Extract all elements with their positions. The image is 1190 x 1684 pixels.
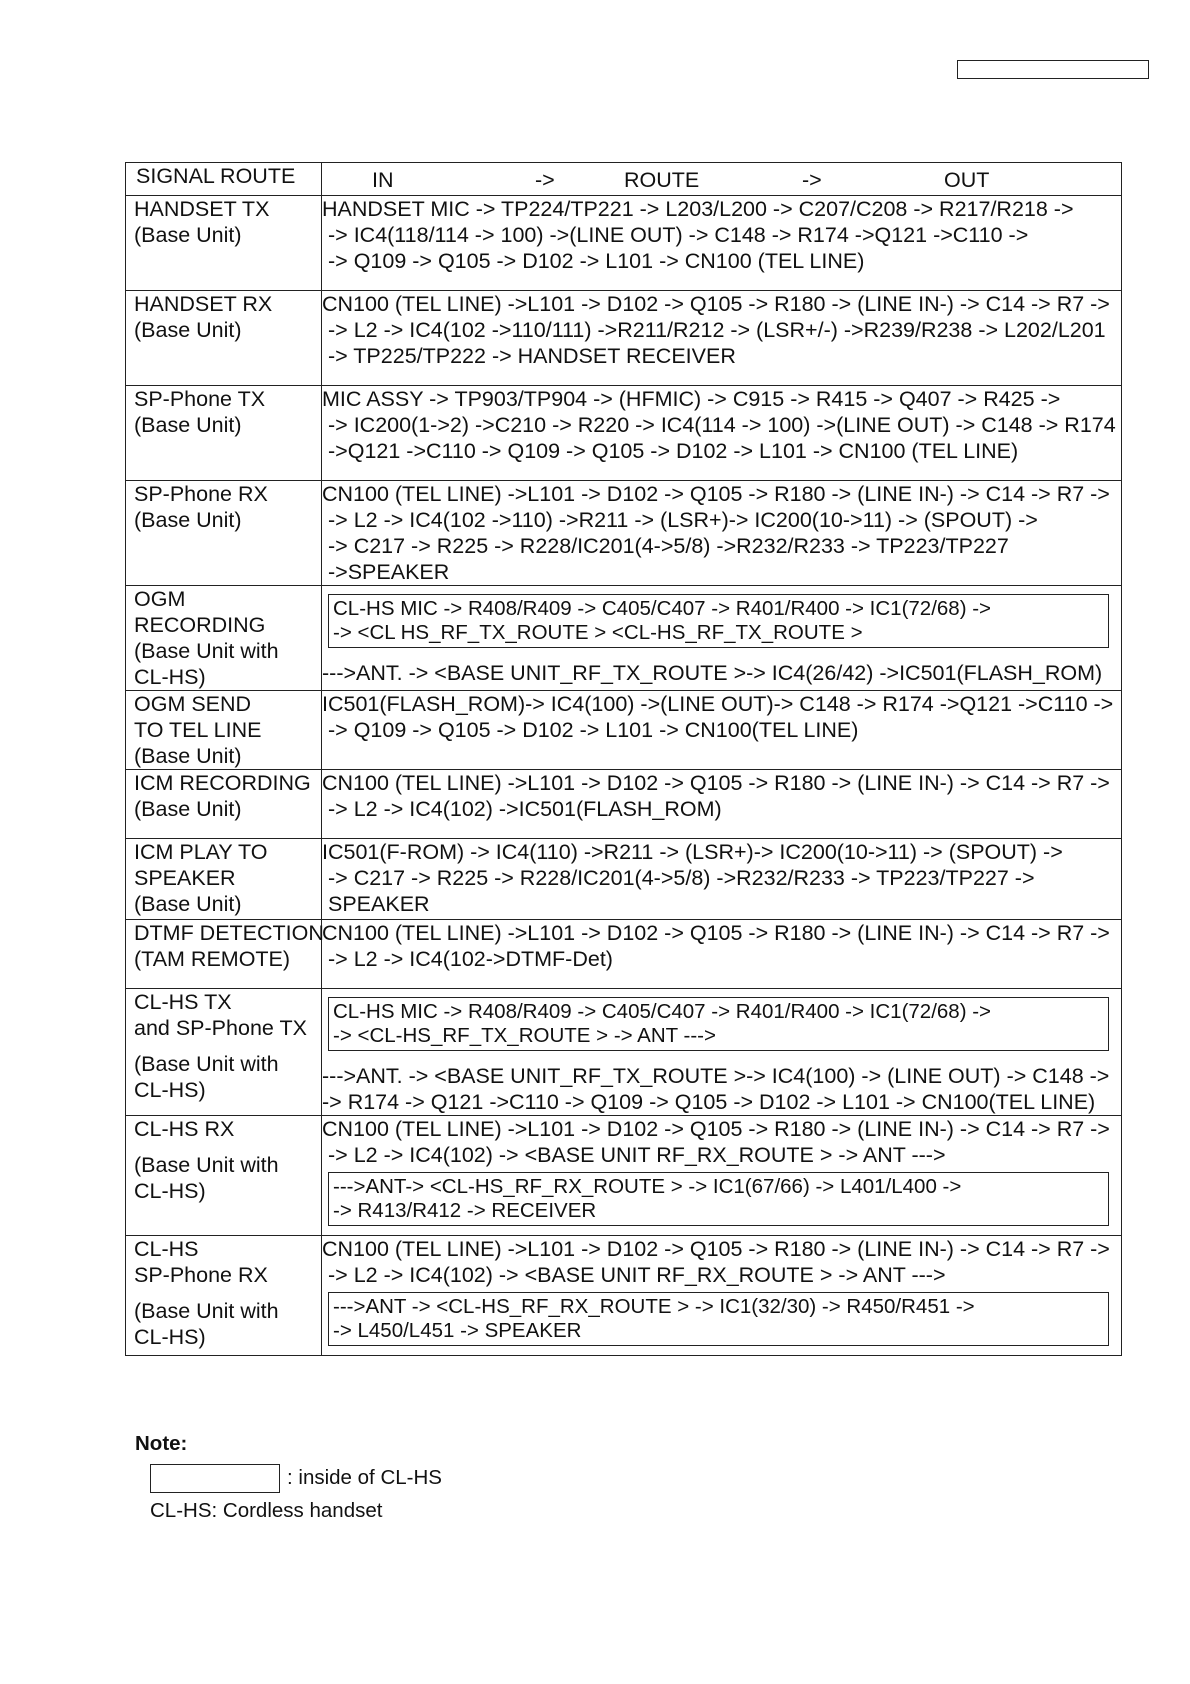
route-line: -> <CL-HS_RF_TX_ROUTE > -> ANT ---> xyxy=(333,1024,716,1047)
table-row xyxy=(126,481,1122,586)
signal-route-name-line: OGM SEND xyxy=(134,692,252,716)
signal-route-name xyxy=(126,196,322,291)
signal-route-name-line: SPEAKER xyxy=(134,866,236,890)
route-line: -> IC4(118/114 -> 100) ->(LINE OUT) -> C148 -> R174 ->Q121 ->C110 -> xyxy=(328,223,1029,247)
table-row xyxy=(126,1236,1122,1356)
signal-route-name-line: (Base Unit) xyxy=(134,744,242,768)
header-route: ROUTE xyxy=(624,168,700,192)
signal-route-name-line: (Base Unit) xyxy=(134,223,242,247)
route-line: -> L2 -> IC4(102) -> <BASE UNIT RF_RX_ROUTE > -> ANT ---> xyxy=(328,1263,946,1287)
route-line: CN100 (TEL LINE) ->L101 -> D102 -> Q105 -> R180 -> (LINE IN-) -> C14 -> R7 -> xyxy=(322,771,1110,795)
table-row xyxy=(126,586,1122,691)
signal-route-name xyxy=(126,839,322,920)
route-line: -> C217 -> R225 -> R228/IC201(4->5/8) ->R232/R233 -> TP223/TP227 xyxy=(328,534,1009,558)
signal-route-name-line: (Base Unit with xyxy=(134,1052,279,1076)
route-line: -> L450/L451 -> SPEAKER xyxy=(333,1319,582,1342)
route-line: CN100 (TEL LINE) ->L101 -> D102 -> Q105 -> R180 -> (LINE IN-) -> C14 -> R7 -> xyxy=(322,1117,1110,1141)
route-line: -> C217 -> R225 -> R228/IC201(4->5/8) ->R232/R233 -> TP223/TP227 -> xyxy=(328,866,1035,890)
route-line: -> IC200(1->2) ->C210 -> R220 -> IC4(114 -> 100) ->(LINE OUT) -> C148 -> R174 xyxy=(328,413,1116,437)
signal-route-path xyxy=(322,920,1122,989)
signal-route-name-line: RECORDING xyxy=(134,613,266,637)
signal-route-path xyxy=(322,196,1122,291)
signal-route-name-line xyxy=(126,1288,321,1298)
signal-route-name xyxy=(126,386,322,481)
route-line: CL-HS MIC -> R408/R409 -> C405/C407 -> R401/R400 -> IC1(72/68) -> xyxy=(333,597,992,620)
table-row xyxy=(126,386,1122,481)
route-line: -> <CL HS_RF_TX_ROUTE > <CL-HS_RF_TX_ROUTE > xyxy=(333,621,863,644)
signal-route-name xyxy=(126,770,322,839)
signal-route-name xyxy=(126,481,322,586)
header-in: IN xyxy=(372,168,394,192)
signal-route-name xyxy=(126,1236,322,1356)
route-line: --->ANT -> <CL-HS_RF_RX_ROUTE > -> IC1(32/30) -> R450/R451 -> xyxy=(333,1295,975,1318)
route-line: -> R174 -> Q121 ->C110 -> Q109 -> Q105 -> D102 -> L101 -> CN100(TEL LINE) xyxy=(322,1090,1096,1114)
route-line: CN100 (TEL LINE) ->L101 -> D102 -> Q105 -> R180 -> (LINE IN-) -> C14 -> R7 -> xyxy=(322,921,1110,945)
signal-route-name-line: (Base Unit) xyxy=(134,413,242,437)
header-in-route-out xyxy=(322,163,1122,196)
route-line: SPEAKER xyxy=(328,892,430,916)
route-line: CN100 (TEL LINE) ->L101 -> D102 -> Q105 -> R180 -> (LINE IN-) -> C14 -> R7 -> xyxy=(322,482,1110,506)
header-arrow-1: -> xyxy=(535,168,555,192)
signal-route-name-line: CL-HS xyxy=(134,1237,199,1261)
route-line: MIC ASSY -> TP903/TP904 -> (HFMIC) -> C915 -> R415 -> Q407 -> R425 -> xyxy=(322,387,1061,411)
signal-route-name xyxy=(126,586,322,691)
signal-route-name-line: (Base Unit with xyxy=(134,1153,279,1177)
signal-route-name-line: (Base Unit) xyxy=(134,797,242,821)
signal-route-name-line: (Base Unit with xyxy=(134,1299,279,1323)
route-line: -> L2 -> IC4(102->DTMF-Det) xyxy=(328,947,613,971)
legend-box-sample xyxy=(150,1464,280,1493)
legend-text: : inside of CL-HS xyxy=(287,1466,442,1489)
signal-route-name-line: CL-HS) xyxy=(134,665,206,689)
signal-route-name-line: SP-Phone RX xyxy=(134,1263,268,1287)
signal-route-name-line: (Base Unit) xyxy=(134,318,242,342)
route-line: -> R413/R412 -> RECEIVER xyxy=(333,1199,597,1222)
signal-route-name-line: ICM PLAY TO xyxy=(134,840,268,864)
route-line: -> L2 -> IC4(102 ->110/111) ->R211/R212 -> (LSR+/-) ->R239/R238 -> L202/L201 xyxy=(328,318,1106,342)
signal-route-name xyxy=(126,1116,322,1236)
cl-hs-definition: CL-HS: Cordless handset xyxy=(150,1499,383,1522)
signal-route-path xyxy=(322,1236,1122,1356)
signal-route-name-line xyxy=(126,1041,321,1051)
signal-route-path xyxy=(322,291,1122,386)
signal-route-name-line: CL-HS) xyxy=(134,1179,206,1203)
signal-route-name-line: DTMF DETECTION xyxy=(134,921,324,945)
route-line: -> L2 -> IC4(102) ->IC501(FLASH_ROM) xyxy=(328,797,722,821)
header-signal-route: SIGNAL ROUTE xyxy=(126,163,322,196)
route-line: IC501(FLASH_ROM)-> IC4(100) ->(LINE OUT)-> C148 -> R174 ->Q121 ->C110 -> xyxy=(322,692,1114,716)
header-arrow-2: -> xyxy=(802,168,822,192)
cl-hs-internal-route-box xyxy=(328,1172,1109,1226)
note-title: Note: xyxy=(135,1432,188,1455)
signal-route-name-line: (Base Unit with xyxy=(134,639,279,663)
route-line: -> Q109 -> Q105 -> D102 -> L101 -> CN100 (TEL LINE) xyxy=(328,249,865,273)
route-line: -> TP225/TP222 -> HANDSET RECEIVER xyxy=(328,344,736,368)
signal-route-name-line: (Base Unit) xyxy=(134,508,242,532)
signal-route-name-line: CL-HS) xyxy=(134,1325,206,1349)
table-row xyxy=(126,989,1122,1116)
signal-route-name-line: CL-HS TX xyxy=(134,990,232,1014)
signal-route-name-line: CL-HS RX xyxy=(134,1117,235,1141)
header-out: OUT xyxy=(944,168,990,192)
signal-route-path xyxy=(322,481,1122,586)
route-line: --->ANT. -> <BASE UNIT_RF_TX_ROUTE >-> IC4(100) -> (LINE OUT) -> C148 -> xyxy=(322,1064,1110,1088)
route-line: ->SPEAKER xyxy=(328,560,450,584)
signal-route-name-line: (Base Unit) xyxy=(134,892,242,916)
base-unit-route xyxy=(322,660,1121,686)
signal-route-table xyxy=(125,162,1122,1356)
route-line: CN100 (TEL LINE) ->L101 -> D102 -> Q105 -> R180 -> (LINE IN-) -> C14 -> R7 -> xyxy=(322,292,1110,316)
signal-route-name xyxy=(126,989,322,1116)
cl-hs-internal-route-box xyxy=(328,997,1109,1051)
table-row xyxy=(126,691,1122,770)
page-number-box xyxy=(957,60,1149,79)
cl-hs-internal-route-box xyxy=(328,1292,1109,1346)
signal-route-name-line: SP-Phone RX xyxy=(134,482,268,506)
table-row xyxy=(126,920,1122,989)
table-row xyxy=(126,1116,1122,1236)
table-row xyxy=(126,839,1122,920)
table-row xyxy=(126,196,1122,291)
route-line: IC501(F-ROM) -> IC4(110) ->R211 -> (LSR+)-> IC200(10->11) -> (SPOUT) -> xyxy=(322,840,1063,864)
route-line: -> L2 -> IC4(102 ->110) ->R211 -> (LSR+)-> IC200(10->11) -> (SPOUT) -> xyxy=(328,508,1038,532)
signal-route-name-line: HANDSET RX xyxy=(134,292,273,316)
route-line: CN100 (TEL LINE) ->L101 -> D102 -> Q105 -> R180 -> (LINE IN-) -> C14 -> R7 -> xyxy=(322,1237,1110,1261)
signal-route-name-line: TO TEL LINE xyxy=(134,718,262,742)
route-line: -> Q109 -> Q105 -> D102 -> L101 -> CN100(TEL LINE) xyxy=(328,718,859,742)
route-line: ->Q121 ->C110 -> Q109 -> Q105 -> D102 -> L101 -> CN100 (TEL LINE) xyxy=(328,439,1019,463)
signal-route-name xyxy=(126,691,322,770)
signal-route-path xyxy=(322,586,1122,691)
route-line: --->ANT-> <CL-HS_RF_RX_ROUTE > -> IC1(67/66) -> L401/L400 -> xyxy=(333,1175,962,1198)
signal-route-name-line xyxy=(126,1142,321,1152)
base-unit-route xyxy=(322,1063,1121,1115)
table-row xyxy=(126,770,1122,839)
route-line: --->ANT. -> <BASE UNIT_RF_TX_ROUTE >-> IC4(26/42) ->IC501(FLASH_ROM) xyxy=(322,661,1103,685)
signal-route-path xyxy=(322,839,1122,920)
signal-route-name xyxy=(126,920,322,989)
signal-route-path xyxy=(322,1116,1122,1236)
signal-route-path xyxy=(322,691,1122,770)
signal-route-name-line: SP-Phone TX xyxy=(134,387,266,411)
signal-route-path xyxy=(322,989,1122,1116)
table-header-row xyxy=(126,163,1122,196)
signal-route-name-line: ICM RECORDING xyxy=(134,771,311,795)
signal-route-name-line: and SP-Phone TX xyxy=(134,1016,307,1040)
signal-route-path xyxy=(322,386,1122,481)
signal-route-name xyxy=(126,291,322,386)
signal-route-name-line: HANDSET TX xyxy=(134,197,270,221)
route-line: -> L2 -> IC4(102) -> <BASE UNIT RF_RX_ROUTE > -> ANT ---> xyxy=(328,1143,946,1167)
signal-route-name-line: OGM xyxy=(134,587,186,611)
table-row xyxy=(126,291,1122,386)
route-line: HANDSET MIC -> TP224/TP221 -> L203/L200 -> C207/C208 -> R217/R218 -> xyxy=(322,197,1074,221)
signal-route-path xyxy=(322,770,1122,839)
signal-route-name-line: (TAM REMOTE) xyxy=(134,947,291,971)
signal-route-name-line: CL-HS) xyxy=(134,1078,206,1102)
cl-hs-internal-route-box xyxy=(328,594,1109,648)
route-line: CL-HS MIC -> R408/R409 -> C405/C407 -> R401/R400 -> IC1(72/68) -> xyxy=(333,1000,992,1023)
